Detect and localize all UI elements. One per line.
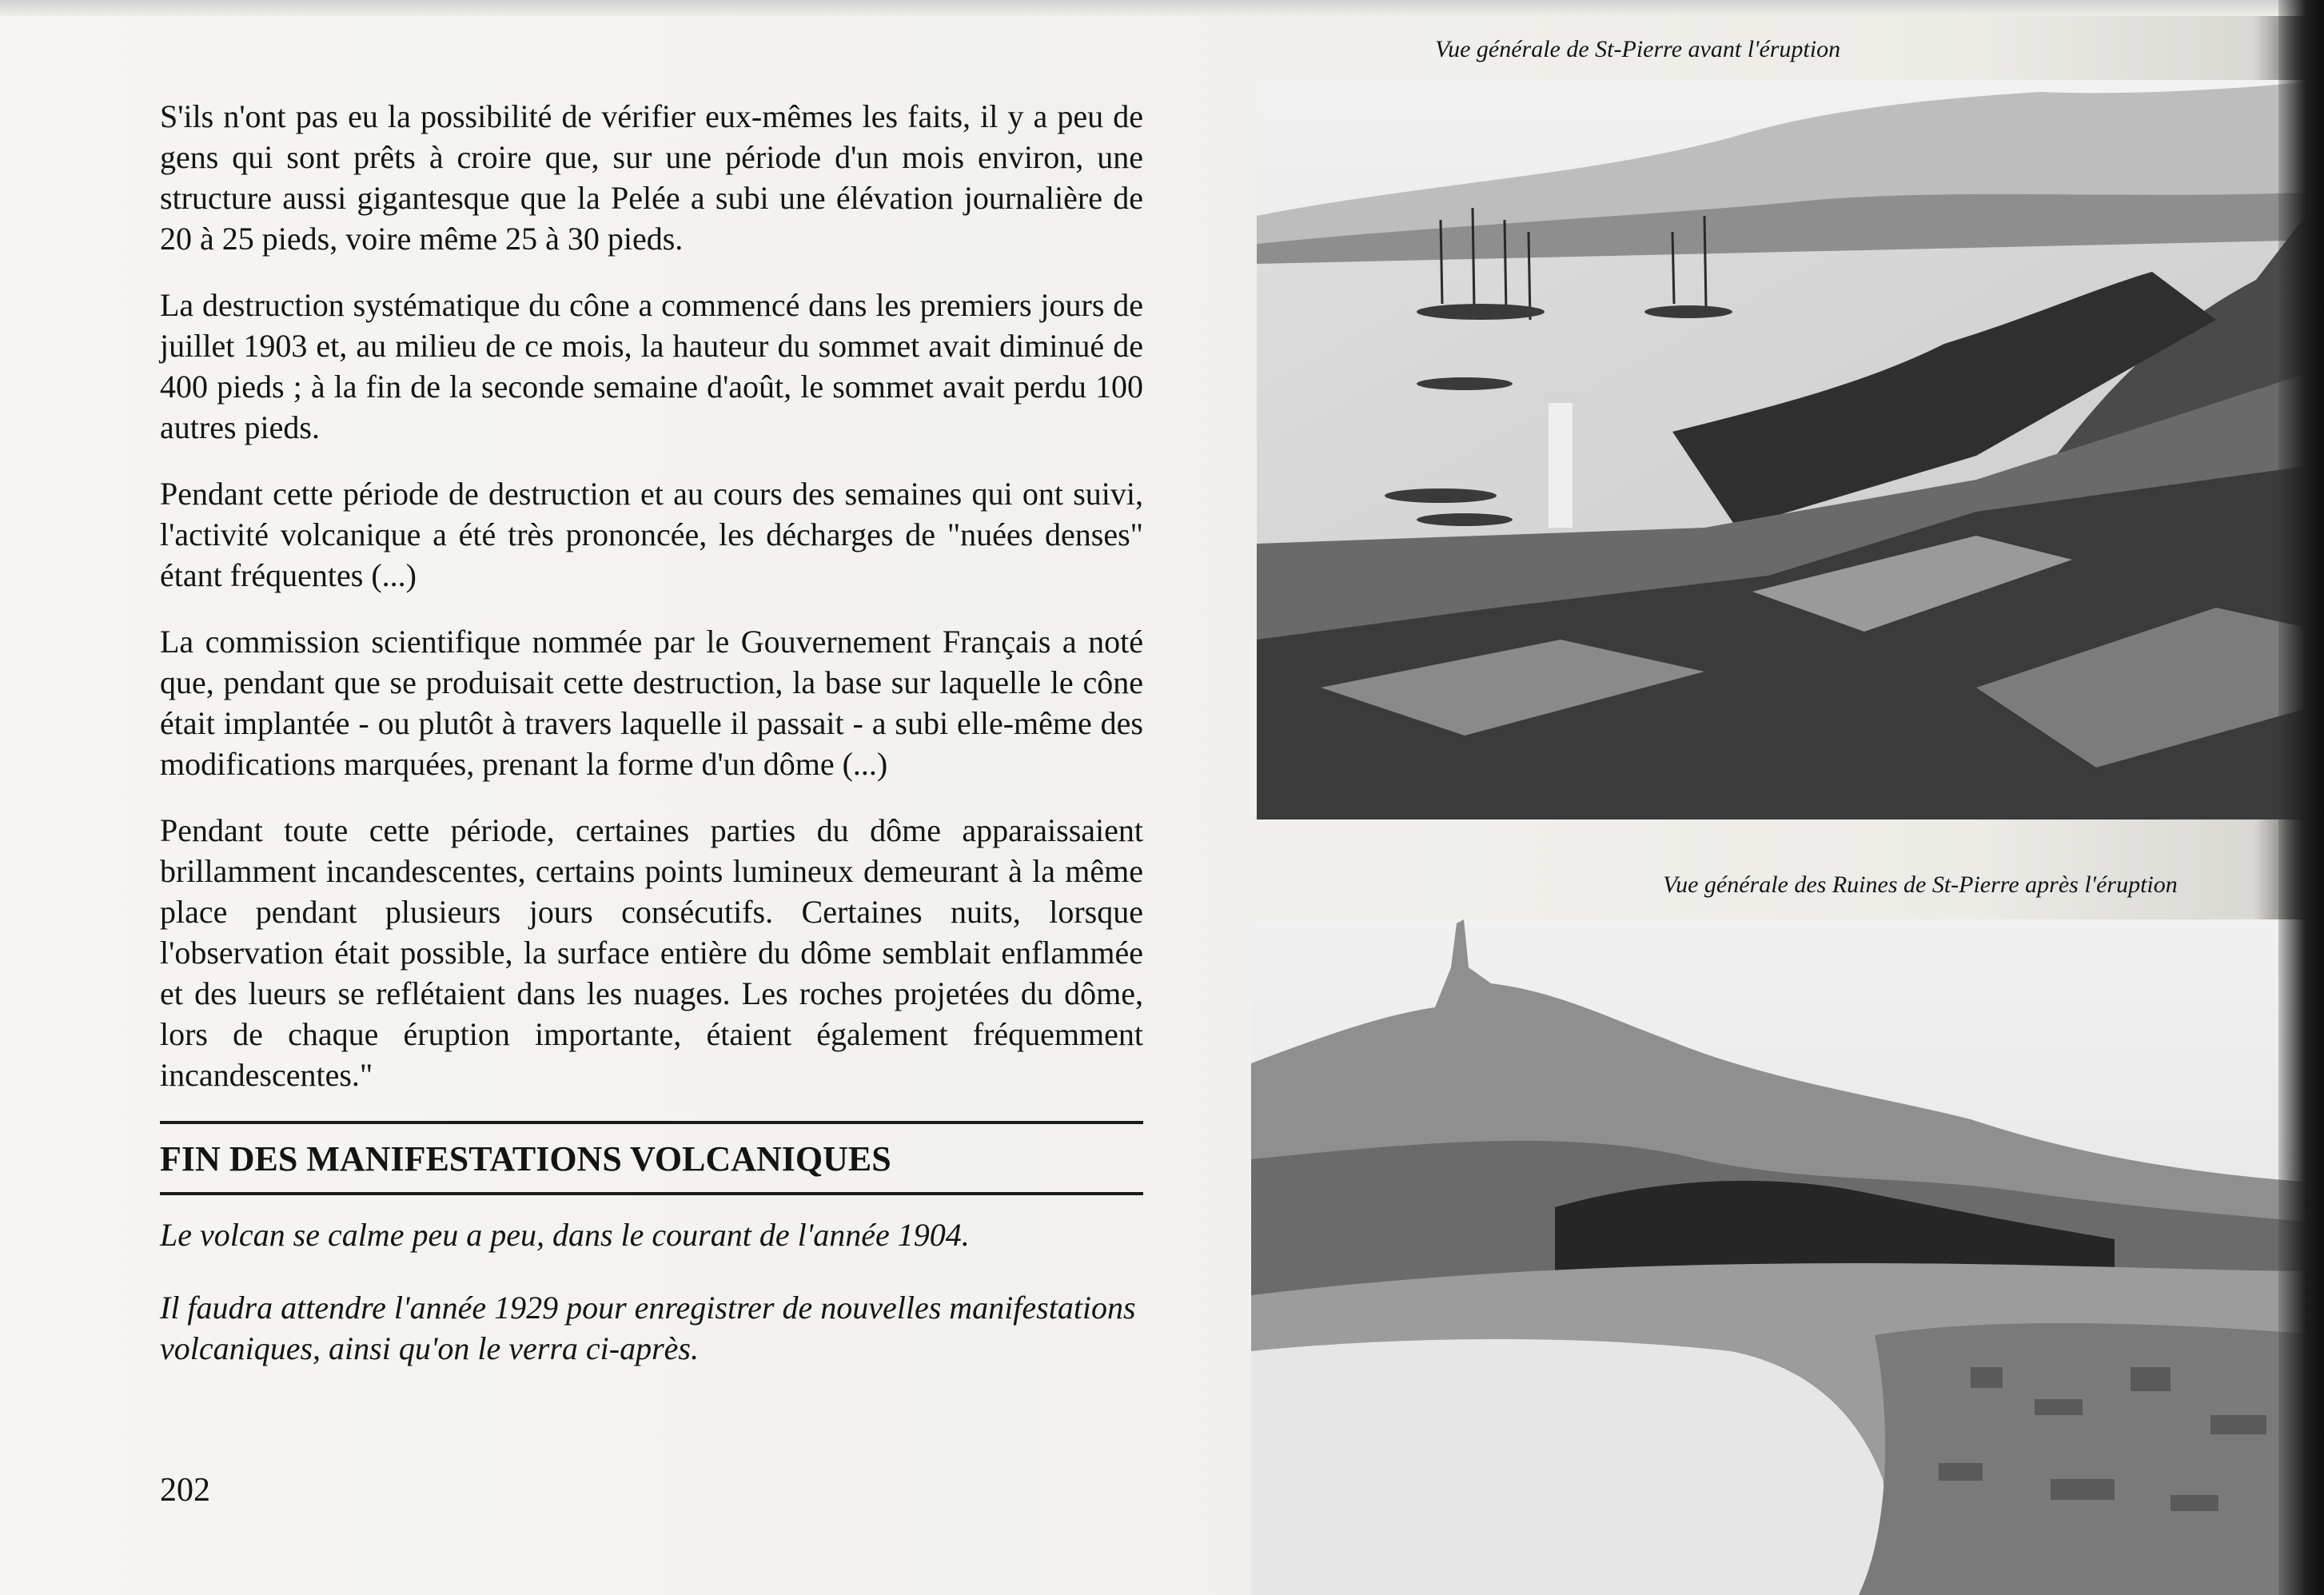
photo-st-pierre-after — [1251, 919, 2324, 1595]
heading-rule-bottom — [160, 1192, 1143, 1195]
text-column — [160, 96, 1143, 1401]
paragraph-5: Pendant toute cette période, certaines parties du dôme apparaissaient brillamment incandescentes, certains points lumineux demeurant à la même place pendant plusieurs jours consécutifs. Certaines nuits, lorsque l'observation était possible, la surface entière du dôme semblait enflammée et des lueurs se reflétaient dans les nuages. Les roches projetées du dôme, lors de chaque éruption importante, étaient également fréquemment incandescentes." — [160, 812, 1143, 1093]
photo-st-pierre-before — [1257, 80, 2324, 819]
paragraph-1: S'ils n'ont pas eu la possibilité de vérifier eux-mêmes les faits, il y a peu de gens qui sont prêts à croire que, sur une période d'un mois environ, une structure aussi gigantesque que la Pelée a subi une élévation journalière de 20 à 25 pieds, voire même 25 à 30 pieds. — [160, 98, 1143, 257]
italic-paragraph-2: Il faudra attendre l'année 1929 pour enregistrer de nouvelles manifestations volcaniques, ainsi qu'on le verra ci-après. — [160, 1289, 1136, 1366]
section-heading: FIN DES MANIFESTATIONS VOLCANIQUES — [160, 1139, 891, 1178]
bottom-photo-caption: Vue générale des Ruines de St-Pierre après l'éruption — [1663, 871, 2178, 898]
page-number: 202 — [160, 1472, 210, 1509]
italic-paragraph-1: Le volcan se calme peu a peu, dans le courant de l'année 1904. — [160, 1216, 970, 1253]
binding-shadow — [2278, 0, 2324, 1595]
top-photo-caption: Vue générale de St-Pierre avant l'éruption — [1435, 36, 1841, 62]
paragraph-3: Pendant cette période de destruction et au cours des semaines qui ont suivi, l'activité volcanique a été très prononcée, les décharges de "nuées denses" étant fréquentes (...) — [160, 476, 1143, 593]
heading-rule-top — [160, 1121, 1143, 1124]
page-top-edge — [0, 0, 2324, 16]
paragraph-4: La commission scientifique nommée par le Gouvernement Français a noté que, pendant que se produisait cette destruction, la base sur laquelle le cône était implantée - ou plutôt à travers laquelle il passait - a subi elle-même des modifications marquées, prenant la forme d'un dôme (...) — [160, 624, 1143, 782]
paragraph-2: La destruction systématique du cône a commencé dans les premiers jours de juillet 1903 et, au milieu de ce mois, la hauteur du sommet avait diminué de 400 pieds ; à la fin de la seconde semaine d'août, le sommet avait perdu 100 autres pieds. — [160, 287, 1143, 445]
